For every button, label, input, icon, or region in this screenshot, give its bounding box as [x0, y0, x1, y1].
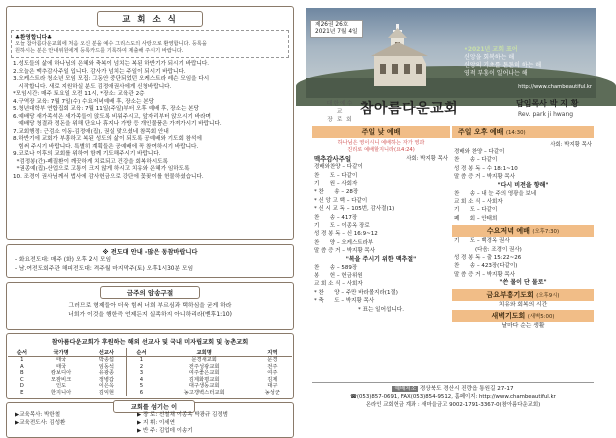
news-item: 6.예배당 새가족석은 새가족들이 앉도록 비워주시고, 앞자리부터 앉으시기 바라며 — [13, 113, 211, 120]
table-cell: C — [19, 376, 24, 383]
table-cell: 임동석 — [98, 363, 115, 370]
sunday-service-header: 주일 낮 예배 — [312, 126, 450, 138]
column-header: 지역 — [253, 348, 292, 357]
mission-title: 참아름다운교회가 후원하는 해외 선교사 및 국내 미자립교회 및 농촌교회 — [51, 339, 249, 346]
news-item: 7.교회행정: 근검소 이동-김정애(집), 권실 맞으셨네 참목회 안내 — [13, 128, 169, 135]
news-item: 4.구역장 교육: 7월 7일(수) 수요저녁예배 후, 장소는 본당 — [13, 98, 155, 105]
table-row — [8, 390, 292, 397]
table-cell: 한지니아 — [50, 389, 72, 396]
welcome-line: 원하시는 분은 안내위원에게 등록카드를 기록하여 제출해 주시기 바랍니다. — [15, 48, 184, 54]
table-cell: 여주좋은교회 — [188, 370, 220, 376]
order-item: (다음: 조경이 권사) — [454, 246, 522, 253]
call-verse-line: 하나님은 영이시니 예배하는 자가 영과 — [337, 140, 425, 146]
news-item: 3.오케스트라 청소년 모임 모집: 그동안 중단되었던 오케스트라 레슨 모임을 다시 — [13, 76, 210, 82]
news-item: *권종예(집)-산업으로 고통이 크지 않게 하시고 치유와 은혜가 임하도록 — [13, 166, 190, 172]
memory-verse-title: 금주의 암송구절 — [100, 286, 200, 299]
news-item: 8.하반기에 교회가 부흥하고 복된 성도의 삶이 되도록 공예배와 기도회 참석에 — [13, 136, 202, 142]
memory-verse-line: 너희가 이것을 행한즉 언제든지 실족하지 아니하리라(벧후1:10) — [68, 312, 232, 318]
pastor-name: 담임목사 박 지 황 — [516, 99, 579, 108]
table-cell: D — [19, 383, 24, 389]
staff-line: ▶ 지 휘: 이세연 — [137, 420, 175, 426]
order-item: * 신 앙 고 백 – 다같이 — [314, 197, 368, 204]
news-item: 10. 조경이 권사님께서 법사에 감사헌금으로 강단에 꽃꽂이를 헌물하셨습니다. — [13, 173, 204, 180]
table-cell: 대구 — [267, 383, 278, 389]
banner-url: http://www.chambeautiful.kr — [518, 84, 592, 90]
order-item: * 축 도 – 박지황 목사 — [314, 298, 375, 305]
sunday-sermon-title: "복을 주시기 위한 맥추절" — [345, 255, 417, 263]
order-item: 기 원 – 사회자 — [314, 181, 358, 187]
cover-banner — [306, 8, 596, 94]
mission-table-body — [8, 357, 292, 397]
friday-line: 치유와 회복의 시간 — [498, 302, 548, 309]
table-cell: 전주성광교회 — [188, 363, 220, 370]
motto-line: 신앙의 기초를 튼튼히 하는 해 — [464, 62, 542, 69]
order-item: 찬 송 – 423장(다같이) — [454, 263, 518, 270]
church-building-icon — [366, 24, 436, 86]
table-cell: E — [20, 389, 24, 396]
table-cell: 김제 — [267, 376, 278, 383]
friday-prayer-header — [452, 289, 594, 301]
table-cell: 문경새교회 — [191, 357, 217, 363]
table-cell: 대구생동교회 — [188, 383, 220, 389]
table-cell: 4 — [127, 377, 156, 384]
order-item: * 찬 송 – 28장 — [314, 189, 359, 196]
other-services — [452, 126, 594, 330]
standing-note: * 표는 일어섭니다. — [358, 306, 404, 313]
news-item: *검정봉(간)-폐질환이 깨끗하게 치료되고 건강을 회복하시도록 — [13, 158, 168, 165]
wednesday-time: (오후7:30) — [532, 229, 560, 236]
column-header: 교회명 — [156, 348, 253, 357]
footer-phone: ☎(053)857-0691, FAX(053)854-9512, 홈페이지: http://www.chambeautiful.kr — [350, 394, 556, 400]
table-cell: 김제화평교회 — [188, 376, 220, 383]
left-page — [0, 0, 298, 434]
denomination-top: 대한예수교 — [326, 101, 354, 115]
memory-verse-box — [6, 282, 294, 330]
table-cell: 문경 — [267, 357, 278, 363]
footer-tag: 예배처소 — [394, 386, 417, 392]
afternoon-order-list — [452, 148, 594, 182]
motto-title: •2021년 교회 표어 — [464, 46, 518, 53]
staff-left — [15, 411, 65, 427]
order-item: 성 경 봉 독 – 신 16:9~12 — [314, 231, 378, 238]
order-item: * 신 시 교 독 – 105번, 감사절(1) — [314, 206, 395, 213]
mission-box — [6, 333, 294, 399]
table-cell: 1 — [20, 357, 24, 363]
staff-right — [137, 411, 228, 435]
table-cell: 농성군 — [264, 389, 281, 396]
church-motto — [464, 46, 541, 78]
table-cell: 전주 — [267, 363, 278, 370]
table-cell: 5 — [127, 383, 156, 390]
afternoon-title: 주일 오후 예배 — [458, 128, 504, 136]
order-item: 봉 헌 – 헌금위원 — [314, 273, 363, 280]
footer-address — [312, 385, 594, 393]
motto-line: 신앙을 회복하는 해 — [464, 54, 515, 61]
table-cell: 모잠비크 — [50, 376, 72, 383]
news-item: 5.청년대학부 연합집회 교육: 7월 11일(주일)부터 오후 예배 후, 장소는 본당 — [13, 106, 199, 112]
afternoon-leader-row — [454, 140, 592, 148]
column-header: 순서 — [127, 348, 156, 357]
dawn-line: 날마다 순는 생활 — [501, 323, 545, 330]
evangelism-line: - 화요전도대: 매주 (화) 오후 2시 모임 — [15, 257, 112, 263]
table-cell: 인도 — [55, 383, 67, 389]
footer-account: 온라인 교회헌금 계좌 : 새마을금고 9002-1791-3367-0(참아름다운교회) — [365, 402, 541, 408]
order-item: 성 경 봉 독 – 수 18:1~10 — [454, 165, 518, 172]
evangelism-title: ※ 전도대 안내 -많은 동참바랍니다 — [102, 249, 198, 256]
order-item: 기 도 – 이종옥 장로 — [314, 223, 370, 230]
order-item: 경배와찬양 – 다같이 — [314, 164, 363, 171]
dawn-time: (새벽5:00) — [527, 314, 555, 321]
sunday-service — [312, 126, 450, 314]
staff-line: ▶교육목사: 박한철 — [15, 412, 61, 418]
afternoon-time: (14:30) — [505, 130, 526, 136]
edition-date: 2021년 7월 4일 — [315, 29, 358, 35]
pastor-name-en: Rev. park ji hwang — [518, 111, 574, 118]
table-cell: 태국 — [55, 363, 67, 370]
news-item: 시작합니다. 새로 지원하실 분도 김정애권사에게 신청바랍니다. — [13, 83, 172, 90]
order-item: 성 경 봉 독 – 출 15:22~26 — [454, 255, 522, 262]
church-news-box — [6, 6, 294, 240]
footer — [312, 382, 594, 422]
news-item: 2.오늘은 맥추감사주일 입니다. 감사가 넘치는 주일이 되시기 바랍니다. — [13, 68, 186, 75]
sunday-subtitle-row — [314, 154, 448, 163]
sunday-order-list — [312, 163, 450, 255]
welcome-box — [11, 30, 289, 58]
order-item: 기 도 – 백경옥 권사 — [454, 238, 510, 245]
welcome-title: ♣환영합니다♣ — [15, 35, 53, 41]
order-item: 찬 송 – 다같이 — [454, 157, 498, 164]
news-list — [7, 58, 293, 181]
denomination-bottom: 장 로 회 — [327, 117, 353, 123]
afternoon-service-header — [452, 126, 594, 138]
news-item: 예배당 청결과 정돈을 위해 단요나 휴지나 가방 등 개인물품은 가져가시기 바랍니다. — [13, 121, 222, 127]
staff-box — [6, 402, 294, 438]
mission-table — [8, 348, 292, 396]
order-item: 폐 회 – 안태희 — [454, 215, 498, 222]
order-item: 교 회 소 식 – 사회자 — [454, 199, 503, 206]
table-cell: 1 — [127, 357, 156, 364]
call-verse — [312, 140, 450, 153]
sunday-subtitle: 맥추감사주일 — [314, 155, 352, 164]
order-item: 경배와 찬양 – 다같이 — [454, 149, 505, 155]
afternoon-sermon-title: "다시 비전을 향해" — [497, 181, 549, 189]
afternoon-order-list-2 — [452, 190, 594, 224]
table-cell: 농고갱벽스터교회 — [183, 389, 225, 396]
table-cell: 김익현 — [98, 389, 115, 396]
sunday-leader: 사회: 박지황 목사 — [406, 156, 448, 163]
column-header: 순서 — [8, 348, 36, 357]
order-item: 교 회 소 식 – 사회자 — [314, 281, 363, 288]
news-item: 힘써 주시기 바랍니다. 특별히 계획들은 공예배에 꼭 참여하시기 바랍니다. — [13, 143, 199, 150]
friday-title: 금요부흥기도회 — [486, 291, 534, 300]
table-cell: 여주 — [267, 370, 278, 376]
order-item: 찬 도 – 다같이 — [314, 172, 358, 179]
welcome-line: 오늘 참아름다운교회에 처음 오신 분을 예수 그리스도의 사랑으로 환영합니다. 등록을 — [15, 41, 207, 47]
table-cell: 이은옥 — [98, 383, 115, 389]
evangelism-line: - 남.여전도회주관 해피전도대: 격주월 마지막주(토) 오후1시30분 모임 — [15, 266, 194, 272]
wednesday-order-list — [452, 237, 594, 279]
staff-line: ▶ 반 주: 김업데 이송기 — [137, 428, 193, 434]
table-cell: A — [20, 363, 24, 370]
news-item: 1.성도들의 삶에 하나님의 은혜와 축복이 넘치는 복된 하반기가 되시기 바랍니다. — [13, 61, 210, 67]
staff-line: ▶교육전도사: 김성환 — [15, 420, 66, 426]
staff-title: 교회를 섬기는 이 — [113, 400, 195, 413]
edition-label — [310, 20, 363, 38]
call-verse-line: 진리로 예배할지니라(요4:24) — [347, 146, 415, 153]
wednesday-sermon-title: "쓴 물이 단 물로" — [499, 279, 547, 287]
wednesday-title: 수요저녁 예배 — [486, 227, 530, 236]
column-header: 국가명 — [36, 348, 87, 357]
wednesday-service-header — [452, 225, 594, 237]
right-page — [302, 0, 600, 424]
table-cell: 정병갑 — [98, 376, 115, 383]
friday-time: (오후9시) — [536, 293, 560, 300]
sunday-order-list-2 — [312, 264, 450, 306]
edition-number: 제26권 26호 — [315, 22, 349, 28]
order-item: 찬 송 – 내 눈 주의 영광을 보네 — [454, 190, 537, 197]
staff-line: ▶ 장 로: 신철채 이종옥 박광규 김정범 — [137, 412, 228, 418]
church-name: 참아름다운교회 — [360, 101, 459, 117]
order-item: 말 씀 증 거 – 박지황 목사 — [454, 271, 516, 278]
order-item: * 찬 양 – 주만 바라볼지라(1절) — [314, 289, 398, 296]
order-item: 찬 송 – 589장 — [314, 264, 358, 271]
denomination — [324, 100, 356, 124]
table-cell: 태국 — [55, 357, 67, 363]
order-item: 말 씀 증 거 – 박지황 목사 — [314, 248, 376, 255]
order-item: 찬 송 – 417장 — [314, 214, 358, 221]
column-header: 선교사 — [86, 348, 126, 357]
memory-verse-line: 그러므로 형제들아 더욱 힘써 너희 부르심과 택하심을 굳게 하라 — [68, 303, 232, 309]
afternoon-leader: 사회: 박지황 목사 — [550, 142, 592, 148]
motto-line: 영적 부흥이 일어나는 해 — [464, 70, 528, 77]
table-row — [8, 357, 292, 364]
table-cell: 캄보디아 — [50, 370, 72, 376]
table-cell: 6 — [127, 390, 156, 397]
order-item: 찬 양 – 오케스트라부 — [314, 239, 374, 246]
dawn-title: 새벽기도회 — [491, 312, 526, 321]
order-item: 말 씀 증 거 – 박지황 목사 — [454, 174, 516, 181]
table-cell: 유광종 — [98, 370, 115, 376]
table-header-row — [8, 348, 292, 357]
news-item: 9.코로나 이후의 교회를 위하여 함께 기도해주시기 바랍니다. — [13, 151, 161, 157]
footer-address-text: 경상북도 경산시 진량읍 통원길 27-17 — [419, 386, 514, 392]
order-item: 기 도 – 다같이 — [454, 207, 498, 214]
table-cell: B — [20, 370, 24, 376]
news-item: *모임시간: 매주 토요일 오전 11시, *장소: 교육관 2층 — [13, 91, 145, 97]
table-cell: 박종섭 — [98, 357, 115, 363]
table-cell: 3 — [127, 370, 156, 377]
dawn-prayer-header — [452, 310, 594, 322]
table-cell: 2 — [127, 364, 156, 371]
church-news-title: 교 회 소 식 — [97, 11, 203, 27]
evangelism-box — [6, 244, 294, 278]
